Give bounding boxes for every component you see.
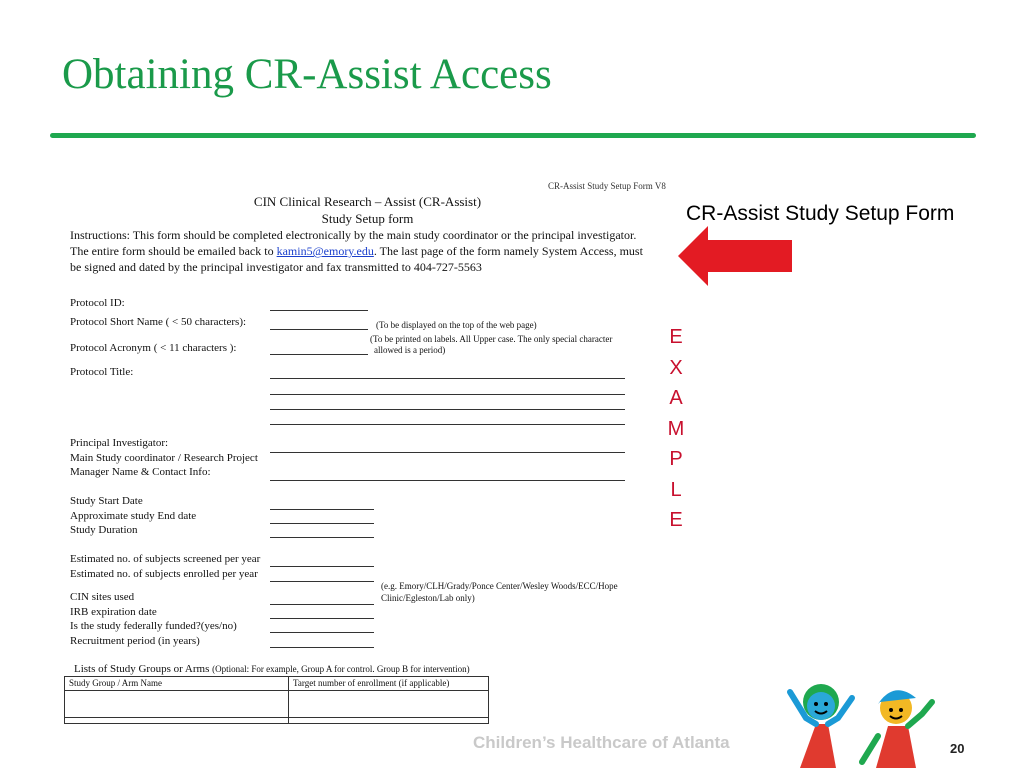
table-row [65,718,489,724]
field-title-line-1 [270,378,625,379]
label-coordinator-2: Manager Name & Contact Info: [70,466,211,478]
table-cell [65,718,289,724]
label-coordinator-1: Main Study coordinator / Research Project [70,452,258,464]
example-letter: M [667,417,685,440]
example-letter: X [669,356,683,379]
field-short-name [270,329,368,330]
table-header-target: Target number of enrollment (if applicable) [289,677,489,691]
table-header-group-name: Study Group / Arm Name [65,677,289,691]
field-start-date [270,509,374,510]
field-duration [270,537,374,538]
field-protocol-id [270,310,368,311]
table-cell [289,718,489,724]
field-sites [270,604,374,605]
kids-logo-icon [776,678,946,768]
table-header-row [65,677,489,691]
note-sites-2: Clinic/Egleston/Lab only) [381,593,475,603]
example-letter: A [669,387,683,409]
label-irb: IRB expiration date [70,606,157,618]
example-letter: E [669,326,683,348]
label-funded: Is the study federally funded?(yes/no) [70,620,237,632]
instructions-line-3: be signed and dated by the principal investigator and fax transmitted to 404-727-5563 [70,260,482,274]
form-version: CR-Assist Study Setup Form V8 [548,181,666,191]
groups-title-text: Lists of Study Groups or Arms [74,663,210,675]
label-end-date: Approximate study End date [70,510,197,522]
groups-table [64,676,489,724]
label-acronym: Protocol Acronym ( < 11 characters ): [70,342,237,354]
label-sites: CIN sites used [70,591,135,603]
field-enrolled [270,581,374,582]
example-letter: L [670,478,682,501]
instructions-line-1: Instructions: This form should be completed electronically by the main study coordinator or the principal investigator. [70,228,637,242]
title-divider [50,133,976,138]
field-end-date [270,523,374,524]
callout-text: CR-Assist Study Setup Form [686,202,955,225]
field-title-line-3 [270,409,625,410]
note-short-name: (To be displayed on the top of the web page) [376,320,537,330]
example-letter: P [669,448,683,470]
field-screened [270,566,374,567]
form-image [60,175,675,720]
table-cell [289,691,489,718]
note-sites-1: (e.g. Emory/CLH/Grady/Ponce Center/Wesley Woods/ECC/Hope [381,581,618,591]
left-arrow-icon [678,226,794,286]
field-recruitment [270,647,374,648]
label-short-name: Protocol Short Name ( < 50 characters): [70,316,247,328]
label-pi: Principal Investigator: [70,437,169,449]
example-vertical-text [664,322,688,536]
groups-optional-note: (Optional: For example, Group A for control. Group B for intervention) [212,664,470,674]
label-duration: Study Duration [70,524,138,536]
field-title-line-4 [270,424,625,425]
table-cell [65,691,289,718]
label-start-date: Study Start Date [70,495,143,507]
field-irb [270,618,374,619]
label-screened: Estimated no. of subjects screened per year [70,553,261,565]
instructions-text: The entire form should be emailed back to [70,244,277,258]
label-enrolled: Estimated no. of subjects enrolled per year [70,568,258,580]
page-number: 20 [950,741,965,756]
field-title-line-2 [270,394,625,395]
groups-title [74,663,470,675]
footer-brand: Children’s Healthcare of Atlanta [473,733,730,752]
field-acronym [270,354,368,355]
label-recruitment: Recruitment period (in years) [70,635,200,647]
table-row [65,691,489,718]
label-protocol-id: Protocol ID: [70,297,125,309]
instructions-line-2 [70,243,643,259]
note-acronym-2: allowed is a period) [374,345,446,355]
field-coordinator [270,480,625,481]
instructions-text-cont: . The last page of the form namely System Access, must [373,244,643,258]
note-acronym-1: (To be printed on labels. All Upper case. The only special character [370,334,613,344]
slide-title: Obtaining CR-Assist Access [62,51,552,98]
email-link[interactable]: kamin5@emory.edu [276,244,374,258]
field-pi [270,452,625,453]
field-funded [270,632,374,633]
form-heading: CIN Clinical Research – Assist (CR-Assist) [253,194,482,209]
example-letter: E [669,509,683,531]
label-title: Protocol Title: [70,366,134,378]
form-instructions [70,227,643,275]
form-subheading: Study Setup form [321,211,414,226]
